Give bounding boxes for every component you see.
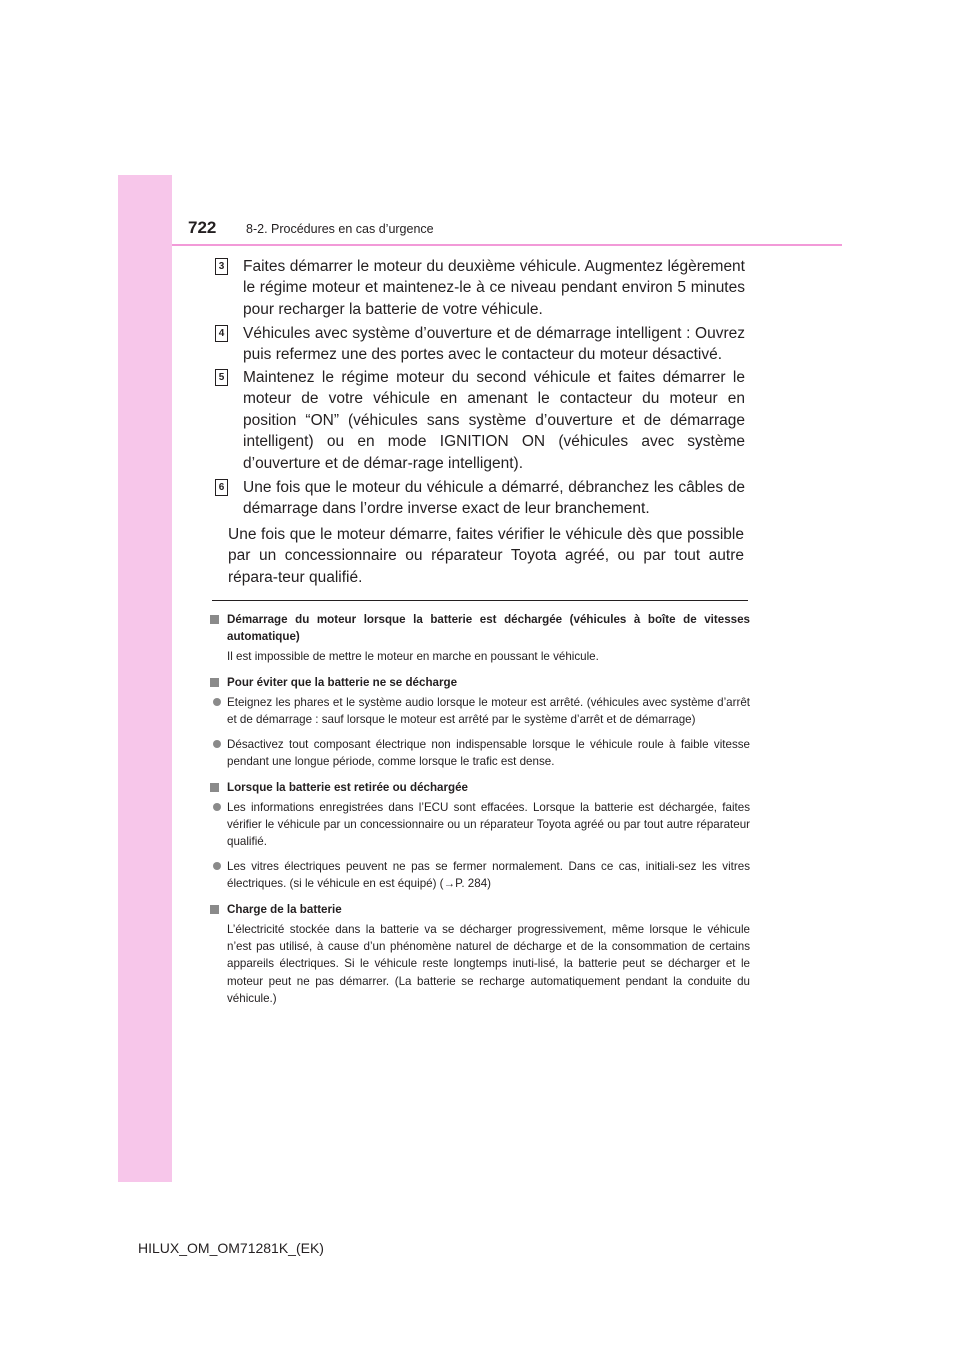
step-text: Véhicules avec système d’ouverture et de démarrage intelligent : Ouvrez puis refermez une des portes avec le contacteur du moteur désactivé. bbox=[243, 325, 745, 364]
step-number-badge: 3 bbox=[215, 258, 228, 275]
note-engine-start bbox=[210, 611, 750, 665]
step-number-badge: 4 bbox=[215, 325, 228, 342]
note-battery-removed bbox=[210, 779, 750, 892]
circle-bullet-icon bbox=[213, 862, 221, 870]
note-bullet: Désactivez tout composant électrique non indispensable lorsque le véhicule roule à faible vitesse pendant une longue période, comme lorsque le trafic est dense. bbox=[210, 736, 750, 770]
page-number: 722 bbox=[188, 218, 217, 237]
note-battery-charge bbox=[210, 901, 750, 1007]
square-bullet-icon bbox=[210, 615, 219, 624]
step-text: Maintenez le régime moteur du second véhicule et faites démarrer le moteur de votre véhicule en amenant le contacteur du moteur en position “ON” (véhicules sans système d’ouverture et de démarrage intelligent) ou en mode IGNITION ON (véhicules avec système d’ouverture et de démar-rage intelligent). bbox=[243, 369, 745, 472]
step-5 bbox=[215, 367, 745, 474]
header-rule bbox=[172, 244, 842, 246]
note-prevent-discharge bbox=[210, 674, 750, 770]
note-body: Il est impossible de mettre le moteur en marche en poussant le véhicule. bbox=[227, 650, 599, 663]
notes-section bbox=[210, 611, 750, 1016]
section-title: 8-2. Procédures en cas d’urgence bbox=[246, 222, 434, 236]
note-heading: Charge de la batterie bbox=[210, 901, 750, 918]
step-number-badge: 6 bbox=[215, 479, 228, 496]
note-heading: Démarrage du moteur lorsque la batterie est déchargée (véhicules à boîte de vitesses automatique) bbox=[210, 611, 750, 645]
step-6 bbox=[215, 477, 745, 520]
step-text: Une fois que le moteur du véhicule a démarré, débranchez les câbles de démarrage dans l’ordre inverse exact de leur branchement. bbox=[243, 479, 745, 518]
note-bullet: Les vitres électriques peuvent ne pas se fermer normalement. Dans ce cas, initiali-sez les vitres électriques. (si le véhicule en est équipé) (→P. 284) bbox=[210, 858, 750, 892]
step-number-badge: 5 bbox=[215, 369, 228, 386]
note-bullet: Les informations enregistrées dans l’ECU sont effacées. Lorsque la batterie est déchargée, faites vérifier le véhicule par un concessionnaire ou un réparateur Toyota agréé ou par tout autre réparateur qualifié. bbox=[210, 799, 750, 851]
footer-doc-code: HILUX_OM_OM71281K_(EK) bbox=[138, 1240, 324, 1256]
pink-sidebar bbox=[118, 175, 172, 1182]
note-heading: Pour éviter que la batterie ne se décharge bbox=[210, 674, 750, 691]
note-heading: Lorsque la batterie est retirée ou déchargée bbox=[210, 779, 750, 796]
circle-bullet-icon bbox=[213, 698, 221, 706]
circle-bullet-icon bbox=[213, 740, 221, 748]
square-bullet-icon bbox=[210, 783, 219, 792]
note-bullet: Eteignez les phares et le système audio lorsque le moteur est arrêté. (véhicules avec système d’arrêt et de démarrage : sauf lorsque le moteur est arrêté par le système d’arrêt et de démarrage) bbox=[210, 694, 750, 728]
circle-bullet-icon bbox=[213, 803, 221, 811]
square-bullet-icon bbox=[210, 905, 219, 914]
closing-paragraph: Une fois que le moteur démarre, faites vérifier le véhicule dès que possible par un concessionnaire ou réparateur Toyota agréé, ou par tout autre répara-teur qualifié. bbox=[228, 526, 744, 586]
square-bullet-icon bbox=[210, 678, 219, 687]
step-4 bbox=[215, 323, 745, 366]
section-divider bbox=[212, 600, 748, 601]
note-body: L’électricité stockée dans la batterie va se décharger progressivement, même lorsque le véhicule n’est pas utilisé, à cause d’un phénomène naturel de décharge et de la consommation de certains appareils électriques. Si le véhicule reste longtemps inuti-lisé, la batterie peut se décharger et le moteur peut ne pas démarrer. (La batterie se recharge automatiquement pendant la conduite du véhicule.) bbox=[227, 923, 750, 1005]
step-3 bbox=[215, 256, 745, 320]
step-text: Faites démarrer le moteur du deuxième véhicule. Augmentez légèrement le régime moteur et maintenez-le à ce niveau pendant environ 5 minutes pour recharger la batterie de votre véhicule. bbox=[243, 258, 745, 318]
